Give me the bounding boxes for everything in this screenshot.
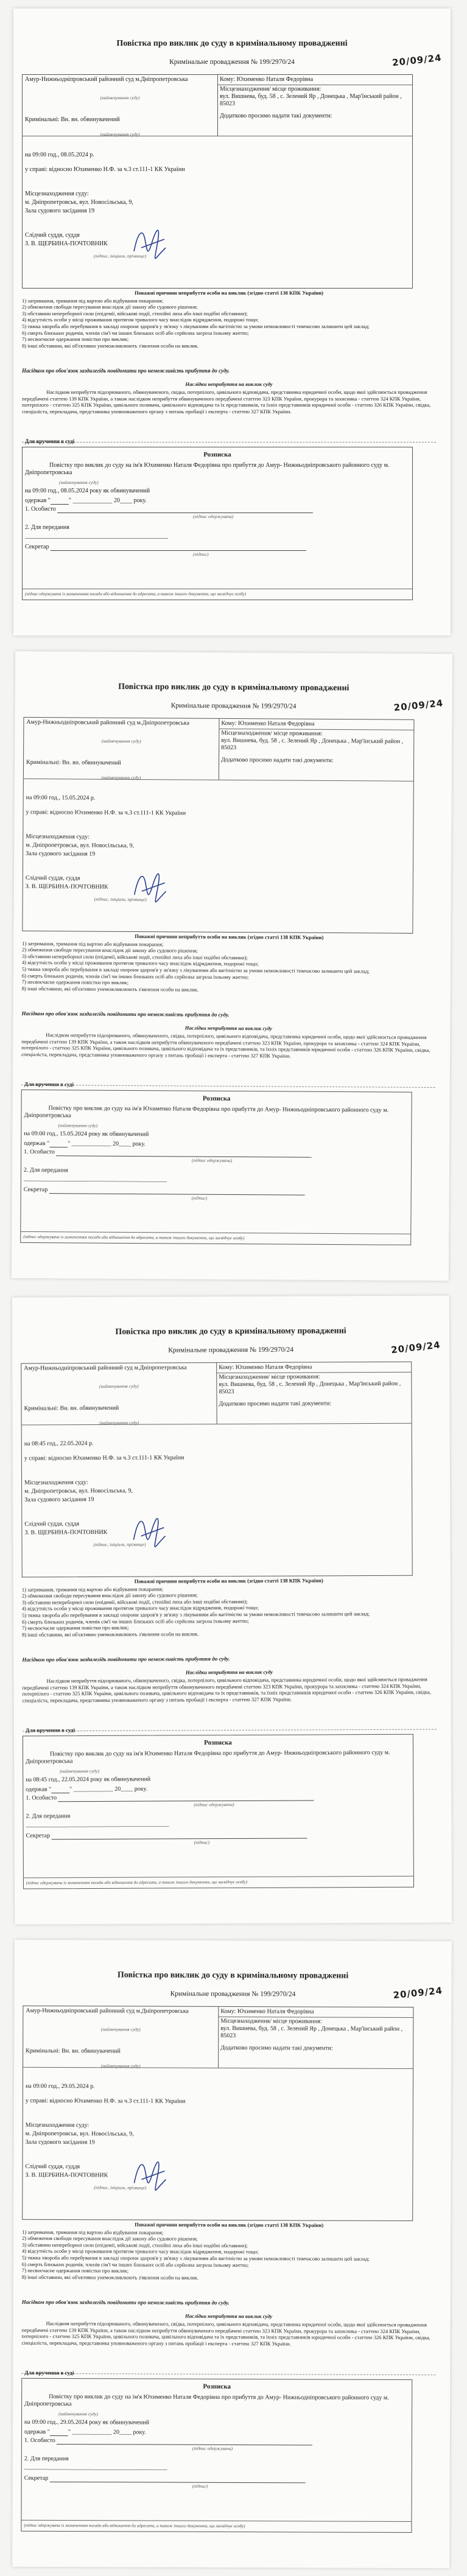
reason-item: 6) смерть близьких родичів, членів сім'ї чи інших близьких осіб або серйозна загроза їхньому життю; — [21, 2261, 249, 2268]
reason-item: 5) тяжка хвороба або перебування в закладі охорони здоров'я у зв'язку з лікуванням або вагітністю за умови неможливості тимчасово залишити цей заклад; — [22, 323, 370, 329]
summons-title: Повістка про виклик до суду в кримінальному провадженні — [117, 1970, 349, 1981]
reason-item: 6) смерть близьких родичів, членів сім'ї чи інших близьких осіб або серйозна загроза їхньому життю; — [22, 329, 249, 336]
reason-item: 1) затримання, тримання під вартою або відбування покарання; — [22, 940, 164, 947]
hearing-time: на 09:00 год., 08.05.2024 р. — [25, 152, 94, 158]
personally-line — [26, 1793, 314, 1802]
judge-name: З. В. ЩЕРБИНА-ПОЧТОВНИК — [25, 883, 108, 891]
secretary-blank — [49, 1187, 305, 1195]
received-year: " _____________ 20____ року. — [68, 2429, 146, 2436]
court-hint: (найменування суду) — [100, 95, 140, 100]
case-type-hint: (найменування суду) — [101, 774, 141, 781]
receipt-text: Повістку про виклик до суду на ім'я Юхименко Наталя Федорівна про прибуття до Амур- Нижньодніпровського районного суду м. Дніпропетровська — [26, 1749, 390, 1765]
receipt-hearing: на 09:00 год., 08.05.2024 року як обвинувачений — [25, 488, 150, 494]
relay-label: 2. Для передання — [23, 1166, 68, 1174]
summons-page — [13, 9, 451, 635]
scan-sheet — [0, 1932, 467, 2576]
personally-label: 1. Особисто — [26, 1794, 57, 1802]
received-label: одержав " — [24, 1139, 50, 1147]
court-room: Зала судового засідання 19 — [25, 2138, 95, 2146]
recipient-label: Кому: — [220, 2007, 236, 2015]
recipient-name — [221, 720, 410, 729]
summons-page — [12, 651, 452, 1281]
case-number: Кримінальне провадження № 199/2970/24 — [170, 702, 297, 710]
court-location-address: м. Дніпропетровськ, вул. Новосільська, 9, — [26, 841, 135, 850]
liability-text: Наслідком неприбуття підозрюваного, обвинуваченого, свідка, потерпілого, цивільного відповідача, представника юридичної особи, щодо якої здійснюється провадження передбачені статтею 139 КПК України, а також наслідком неприбуття обвинуваченого передбачені статтею 323 КПК України, прокурора та захисника - статтею 324 КПК України, потерпілого - статтею 325 КПК України, цивільного позивача, цивільного відповідача та їх представників, та їхніх представників юридичної особи - статтею 326 КПК України, свідка, спеціаліста, перекладача, представника уповноваженого органу з питань пробації і експерта - статтею 327 КПК України. — [21, 2320, 430, 2347]
receipt — [20, 1080, 412, 1245]
receipt-footer: (підпис одержувача із зазначенням посади або відношення до адресата, а також іншого документа, що засвідчує особу) — [21, 2520, 411, 2532]
receipt-text: Повістку про виклик до суду на ім'я Юхименко Наталя Федорівна про прибуття до Амур- Нижньодніпровського районного суду м. Дніпропетровська — [24, 1105, 389, 1119]
liability-heading: Наслідки неприбуття на виклик суду — [185, 381, 273, 387]
reason-item: 8) інші обставини, які об'єктивно унеможливлюють з'явлення особи на виклик. — [22, 1630, 199, 1638]
secretary-label: Секретар — [25, 544, 49, 550]
tear-off-line — [21, 2373, 435, 2375]
reason-item: 4) відсутність особи у місці проживання протягом тривалого часу внаслідок відрядження, подорожі тощо; — [22, 317, 259, 323]
summons-page — [12, 1295, 452, 1924]
secretary-blank — [51, 544, 306, 551]
summons-form — [22, 2006, 413, 2221]
deliver-title: Для вручення в суді — [24, 1080, 74, 1088]
recipient-name — [220, 76, 409, 83]
summons-title: Повістка про виклик до суду в кримінальному провадженні — [115, 1326, 346, 1337]
court-name: Амур-Нижньодніпровський районний суд м.Дніпропетровська — [25, 76, 188, 83]
day-blank — [50, 2429, 68, 2436]
received-date — [24, 2429, 146, 2437]
reason-item: 8) інші обставини, які об'єктивно унеможливлюють з'явлення особи на виклик. — [22, 342, 199, 349]
court-location-title: Місцезнаходження суду: — [25, 191, 89, 197]
court-hint: (найменування суду) — [101, 738, 141, 744]
recipient-value: Юхименко Наталя Федорівна — [235, 1363, 312, 1371]
case-number: Кримінальне провадження № 199/2970/24 — [170, 1990, 296, 1998]
case-subject: у справі: відносно Юхименко Н.Ф. за ч.3 ст.111-1 КК України — [25, 2097, 186, 2105]
deliver-title: Для вручення в суді — [24, 2369, 74, 2376]
received-year: " _____________ 20____ року. — [68, 497, 147, 504]
recipient-address-value: вул. Вишнева, буд. 58 , с. Зелений Яр , Донецька , Мар'їнський район , 85023 — [220, 93, 402, 107]
reason-item: 6) смерть близьких родичів, членів сім'ї чи інших близьких осіб або серйозна загроза їхньому життю; — [22, 1617, 249, 1625]
liability-heading: Наслідки неприбуття на виклик суду — [185, 1668, 273, 1676]
judge-name: З. В. ЩЕРБИНА-ПОЧТОВНИК — [25, 2171, 108, 2179]
court-room: Зала судового засідання 19 — [25, 208, 95, 214]
reason-item: 3) обставини непереборної сили (епідемії, військові події, стихійні лиха або інші подібні обставини); — [22, 953, 248, 961]
relay-line: _______________________________________________ — [23, 1175, 167, 1183]
day-blank — [51, 1787, 69, 1793]
summons-form — [21, 1362, 413, 1578]
case-number: Кримінальне провадження № 199/2970/24 — [168, 1346, 294, 1354]
judge-name: З. В. ЩЕРБИНА-ПОЧТОВНИК — [24, 1528, 108, 1536]
hearing-time: на 09:00 год., 29.05.2024 р. — [25, 2082, 95, 2090]
recipient-address-title: Місцезнаходження/ місце проживання: — [220, 86, 321, 93]
reason-item: 2) обмеження свободи пересування внаслідок дії закону або судового рішення; — [22, 947, 198, 954]
scan-sheet — [0, 644, 467, 1288]
recipient-address-title: Місцезнаходження/ місце проживання: — [220, 2017, 322, 2025]
liability-section — [21, 2312, 435, 2348]
secretary-blank — [52, 1832, 307, 1839]
personally-sign-hint: (підпис одержувача) — [194, 1801, 234, 1808]
documents-label: Додатково просимо надати такі документи: — [219, 1400, 332, 1408]
deliver-title: Для вручення в суді — [25, 1727, 75, 1734]
court-location-title: Місцезнаходження суду: — [26, 833, 90, 841]
court-location-title: Місцезнаходження суду: — [25, 2121, 90, 2129]
liability-text: Наслідком неприбуття підозрюваного, обвинуваченого, свідка, потерпілого, цивільного відповідача, представника юридичної особи, щодо якої здійснюється провадження передбачені статтею 139 КПК України, а також наслідком неприбуття обвинуваченого передбачені статтею 323 КПК України, прокурора та захисника - статтею 324 КПК України, потерпілого - статтею 325 КПК України, цивільного позивача, цивільного відповідача та їх представників, та їхніх представників юридичної особи - статтею 326 КПК України, свідка, спеціаліста, перекладача, представника уповноваженого органу з питань пробації і експерта - статтею 327 КПК України. — [22, 1676, 431, 1704]
reason-item: 1) затримання, тримання під вартою або відбування покарання; — [21, 1586, 164, 1593]
reason-item: 5) тяжка хвороба або перебування в закладі охорони здоров'я у зв'язку з лікуванням або вагітністю за умови неможливості тимчасово залишити цей заклад; — [21, 2254, 370, 2262]
reason-item: 1) затримання, тримання під вартою або відбування покарання; — [22, 297, 164, 304]
recipient-address-title: Місцезнаходження/ місце проживання: — [219, 1373, 320, 1381]
case-type: Кримінальні: Вн. вн. обвинувачений — [26, 2047, 121, 2055]
absence-reasons — [22, 1577, 436, 1638]
reason-item: 3) обставини непереборної сили (епідемії, військові події, стихійні лиха або інші подібні обставини); — [22, 2241, 248, 2249]
case-type: Кримінальні: Вн. вн. обвинувачений — [25, 116, 120, 123]
personally-label: 1. Особисто — [24, 1148, 55, 1156]
judge-title: Слідчий суддя, суддя — [25, 232, 80, 239]
secretary-line — [25, 544, 306, 551]
personally-blank — [56, 1149, 312, 1158]
case-type-hint: (найменування суду) — [99, 1419, 139, 1426]
absence-reasons-heading: Поважні причини неприбуття особи на виклик (згідно статті 138 КПК України) — [134, 1577, 323, 1584]
court-location-title: Місцезнаходження суду: — [24, 1479, 88, 1486]
reason-item: 3) обставини непереборної сили (епідемії, військові події, стихійні лиха або інші подібні обставини); — [22, 310, 248, 317]
personally-sign-hint: (підпис одержувача) — [192, 2445, 233, 2452]
secretary-sign-hint: (підпис) — [191, 1195, 208, 1201]
court-name: Амур-Нижньодніпровський районний суд м.Дніпропетровська — [26, 2007, 189, 2015]
hearing-time: на 08:45 год., 22.05.2024 р. — [24, 1440, 94, 1447]
receipt-text: Повістку про виклик до суду на ім'я Юхименко Наталя Федорівна про прибуття до Амур- Нижньодніпровського районного суду м. Дніпропетровська — [25, 462, 390, 476]
case-type-hint: (найменування суду) — [100, 131, 140, 137]
relay-label: 2. Для передання — [26, 1813, 71, 1820]
receipt-title: Розписка — [203, 451, 231, 458]
scan-sheet — [0, 1288, 467, 1932]
personally-label: 1. Особисто — [25, 506, 56, 513]
tear-off-line — [23, 1729, 437, 1732]
column-divider — [218, 2007, 219, 2068]
reason-item: 7) несвоєчасне одержання повістки про виклик; — [21, 979, 129, 986]
summons-title: Повістка про виклик до суду в кримінальному провадженні — [116, 39, 348, 48]
case-type: Кримінальні: Вн. вн. обвинувачений — [26, 758, 121, 766]
reason-item: 1) затримання, тримання під вартою або відбування покарання; — [22, 2228, 164, 2236]
liability-section — [21, 1024, 435, 1060]
relay-label: 2. Для передання — [25, 524, 69, 531]
judge-title: Слідчий суддя, суддя — [25, 2163, 80, 2171]
liability-section — [22, 1668, 436, 1704]
receipt — [21, 2369, 412, 2533]
recipient-name — [220, 2008, 409, 2016]
court-hint: (найменування суду) — [99, 1383, 139, 1389]
receipt-court-hint: (найменування суду) — [58, 1122, 98, 1129]
reason-item: 2) обмеження свободи пересування внаслідок дії закону або судового рішення; — [21, 1592, 198, 1599]
reason-item: 5) тяжка хвороба або перебування в закладі охорони здоров'я у зв'язку з лікуванням або вагітністю за умови неможливості тимчасово залишити цей заклад; — [21, 965, 370, 975]
notice-warning: Насідком про обов'язок заздалегідь повідомити про неможливість прибуття до суду. — [22, 1656, 230, 1663]
receipt-title: Розписка — [203, 2382, 231, 2390]
received-year: " _____________ 20____ року. — [68, 1140, 146, 1148]
receipt-footer: (підпис одержувача із зазначенням посади або відношення до адресата, а також іншого документа, що засвідчує особу) — [21, 1231, 410, 1244]
receipt-text: Повістку про виклик до суду на ім'я Юхименко Наталя Федорівна про прибуття до Амур- Нижньодніпровського районного суду м. Дніпропетровська — [24, 2393, 389, 2408]
court-name: Амур-Нижньодніпровський районний суд м.Дніпропетровська — [26, 718, 189, 727]
judge-hint: (підпис, ініціали, прізвище) — [94, 896, 147, 903]
absence-reasons — [22, 290, 436, 349]
day-blank — [49, 1141, 68, 1147]
court-room: Зала судового засідання 19 — [24, 1496, 94, 1503]
receipt — [23, 1727, 414, 1889]
court-location-address: м. Дніпропетровськ, вул. Новосільська, 9, — [25, 2130, 134, 2138]
liability-heading: Наслідки неприбуття на виклик суду — [185, 2312, 273, 2320]
received-label: одержав " — [24, 2428, 50, 2435]
summons-form — [22, 717, 414, 934]
hearing-time: на 09:00 год., 15.05.2024 р. — [26, 794, 96, 802]
personally-line — [24, 1149, 312, 1158]
recipient-address-value: вул. Вишнева, буд. 58 , с. Зелений Яр , Донецька , Мар'їнський район , 85023 — [221, 737, 404, 752]
column-divider — [216, 1363, 217, 1424]
absence-reasons-heading: Поважні причини неприбуття особи на виклик (згідно статті 138 КПК України) — [135, 933, 324, 940]
liability-text: Наслідком неприбуття підозрюваного, обвинуваченого, свідка, потерпілого, цивільного відповідача, представника юридичної особи, щодо якої здійснюється провадження передбачені статтею 139 КПК України, а також наслідком неприбуття обвинуваченого передбачені статтею 323 КПК України, прокурора та захисника - статтею 324 КПК України, потерпілого - статтею 325 КПК України, цивільного позивача, цивільного відповідача та їх представників, та їхніх представників юридичної особи - статтею 326 КПК України, свідка, спеціаліста, перекладача, представника уповноваженого органу з питань пробації і експерта - статтею 327 КПК України. — [21, 1031, 430, 1059]
case-subject: у справі: відносно Юхименко Н.Ф. за ч.3 ст.111-1 КК України — [24, 1454, 184, 1462]
secretary-sign-hint: (підпис) — [194, 1839, 210, 1846]
recipient-address — [219, 1373, 407, 1396]
court-name: Амур-Нижньодніпровський районний суд м.Дніпропетровська — [24, 1364, 187, 1372]
receipt-title: Розписка — [202, 1094, 231, 1102]
court-location-address: м. Дніпропетровськ, вул. Новосільська, 9, — [25, 199, 133, 206]
receipt-court-hint: (найменування суду) — [60, 1768, 99, 1774]
documents-label: Додатково просимо надати такі документи: — [221, 756, 334, 765]
recipient-address-title: Місцезнаходження/ місце проживання: — [221, 729, 323, 737]
receipt-footer: (підпис одержувача із зазначенням посади або відношення до адресата, а також іншого документа, що засвідчує особу) — [23, 589, 412, 599]
received-date — [25, 497, 147, 505]
secretary-line — [24, 2475, 306, 2483]
receipt-title: Розписка — [204, 1739, 232, 1747]
recipient-address — [221, 730, 410, 753]
recipient-address — [220, 86, 409, 108]
reason-item: 7) несвоєчасне одержання повістки про виклик; — [22, 336, 129, 343]
absence-reasons — [22, 2221, 436, 2282]
judge-hint: (підпис, ініціали, прізвище) — [94, 2185, 147, 2191]
deliver-title: Для вручення в суді — [25, 438, 75, 444]
reason-item: 4) відсутність особи у місці проживання протягом тривалого часу внаслідок відрядження, подорожі тощо; — [21, 1605, 259, 1612]
documents-label: Додатково просимо надати такі документи: — [220, 2044, 333, 2052]
recipient-address-value: вул. Вишнева, буд. 58 , с. Зелений Яр , Донецька , Мар'їнський район , 85023 — [220, 2025, 403, 2040]
received-date — [26, 1786, 147, 1794]
notice-warning: Насідком про обов'язок заздалегідь повідомити про неможливість прибуття до суду. — [21, 1010, 230, 1018]
recipient-value: Юхименко Наталя Федорівна — [236, 76, 314, 83]
signature-icon — [129, 221, 172, 264]
recipient-label: Кому: — [219, 1363, 234, 1371]
secretary-line — [26, 1831, 307, 1839]
received-label: одержав " — [25, 497, 51, 504]
judge-title: Слідчий суддя, суддя — [24, 1521, 80, 1528]
tear-off-line — [21, 1085, 435, 1088]
liability-text: Наслідком неприбуття підозрюваного, обвинуваченого, свідка, потерпілого, цивільного відповідача, представника юридичної особи, щодо якої здійснюється провадження передбачені статтею 139 КПК України, а також наслідком неприбуття обвинуваченого передбачені статтею 323 КПК України, прокурора та захисника - статтею 324 КПК України, потерпілого - статтею 325 КПК України, цивільного позивача, цивільного відповідача та їх представників, та їхніх представників юридичної особи - статтею 326 КПК України, свідка, спеціаліста, перекладача, представника уповноваженого органу з питань пробації і експерта - статтею 327 КПК України. — [22, 388, 431, 415]
personally-sign-hint: (підпис одержувача) — [193, 514, 234, 519]
reason-item: 6) смерть близьких родичів, членів сім'ї чи інших близьких осіб або серйозна загроза їхньому життю; — [21, 972, 249, 980]
personally-blank — [57, 2438, 312, 2445]
column-divider — [217, 75, 218, 136]
judge-title: Слідчий суддя, суддя — [25, 874, 80, 882]
court-room: Зала судового засідання 19 — [26, 850, 96, 858]
summons-page — [12, 1940, 452, 2569]
personally-sign-hint: (підпис одержувача) — [192, 1157, 233, 1164]
recipient-label: Кому: — [220, 76, 235, 83]
case-subject: у справі: відносно Юхименко Н.Ф. за ч.3 ст.111-1 КК України — [26, 808, 186, 817]
scan-sheet — [0, 0, 467, 644]
reason-item: 8) інші обставини, які об'єктивно унеможливлюють з'явлення особи на виклик. — [21, 2273, 199, 2281]
judge-hint: (підпис, ініціали, прізвище) — [93, 253, 147, 259]
received-label: одержав " — [26, 1786, 52, 1793]
relay-line: _______________________________________________ — [24, 2463, 167, 2471]
signature-icon — [130, 864, 172, 907]
tear-off-line — [22, 442, 436, 443]
secretary-label: Секретар — [24, 2474, 49, 2482]
day-blank — [51, 498, 69, 505]
receipt-hearing: на 09:00 год., 29.05.2024 року як обвинувачений — [24, 2418, 150, 2426]
recipient-label: Кому: — [221, 719, 237, 727]
personally-label: 1. Особисто — [24, 2437, 55, 2444]
secretary-blank — [50, 2476, 306, 2483]
court-hint: (найменування суду) — [100, 2026, 141, 2032]
personally-line — [24, 2437, 312, 2446]
case-type-hint: (найменування суду) — [100, 2063, 141, 2069]
personally-blank — [58, 1794, 314, 1802]
personally-line — [25, 506, 313, 513]
documents-label: Додатково просимо надати такі документи: — [220, 113, 332, 119]
receipt — [22, 438, 413, 600]
summons-title: Повістка про виклик до суду в кримінальному провадженні — [118, 682, 349, 693]
reason-item: 5) тяжка хвороба або перебування в закладі охорони здоров'я у зв'язку з лікуванням або вагітністю за умови неможливості тимчасово залишити цей заклад; — [22, 1610, 370, 1619]
judge-name: З. В. ЩЕРБИНА-ПОЧТОВНИК — [25, 240, 108, 247]
liability-heading: Наслідки неприбуття на виклик суду — [184, 1024, 272, 1032]
reason-item: 4) відсутність особи у місці проживання протягом тривалого часу внаслідок відрядження, подорожі тощо; — [21, 2248, 259, 2255]
receipt-hearing: на 09:00 год., 15.05.2024 року як обвинувачений — [24, 1130, 149, 1138]
secretary-label: Секретар — [23, 1186, 48, 1194]
handwritten-date: 20/09/24 — [393, 1984, 444, 2001]
case-subject: у справі: відносно Юхименко Н.Ф. за ч.3 ст.111-1 КК України — [25, 166, 185, 173]
handwritten-date: 20/09/24 — [392, 52, 443, 69]
reason-item: 4) відсутність особи у місці проживання протягом тривалого часу внаслідок відрядження, подорожі тощо; — [21, 959, 259, 967]
judge-hint: (підпис, ініціали, прізвище) — [93, 1541, 146, 1547]
case-number: Кримінальне провадження № 199/2970/24 — [169, 58, 295, 66]
secretary-sign-hint: (підпис) — [193, 551, 209, 557]
receipt-footer: (підпис одержувача із зазначенням посади або відношення до адресата, а також іншого документа, що засвідчує особу) — [24, 1876, 413, 1888]
receipt-court-hint: (найменування суду) — [58, 2411, 98, 2417]
reason-item: 2) обмеження свободи пересування внаслідок дії закону або судового рішення; — [22, 2235, 198, 2242]
court-location-address: м. Дніпропетровськ, вул. Новосільська, 9, — [24, 1487, 133, 1495]
signature-icon — [128, 1509, 171, 1552]
reason-item: 3) обставини непереборної сили (епідемії, військові події, стихійні лиха або інші подібні обставини); — [21, 1598, 248, 1606]
secretary-sign-hint: (підпис) — [192, 2483, 208, 2489]
handwritten-date: 20/09/24 — [390, 1339, 441, 1356]
relay-label: 2. Для передання — [24, 2455, 69, 2463]
notice-warning: Насідком про обов'язок заздалегідь повідомити про неможливість прибуття до суду. — [21, 2298, 230, 2306]
reason-item: 8) інші обставини, які об'єктивно унеможливлюють з'явлення особи на виклик. — [21, 985, 199, 993]
received-year: " _____________ 20____ року. — [69, 1785, 148, 1793]
recipient-value: Юхименко Наталя Федорівна — [237, 2008, 314, 2015]
signature-icon — [129, 2152, 172, 2195]
absence-reasons — [22, 933, 437, 994]
reason-item: 2) обмеження свободи пересування внаслідок дії закону або судового рішення; — [22, 304, 198, 310]
received-date — [24, 1140, 146, 1148]
notice-warning: Насідком про обов'язок заздалегідь повідомити про неможливість прибуття до суду. — [22, 368, 230, 374]
recipient-name — [219, 1363, 407, 1371]
absence-reasons-heading: Поважні причини неприбуття особи на виклик (згідно статті 138 КПК України) — [134, 290, 324, 296]
secretary-line — [24, 1186, 305, 1195]
secretary-label: Секретар — [26, 1832, 51, 1839]
reason-item: 7) несвоєчасне одержання повістки про виклик; — [22, 1624, 129, 1631]
absence-reasons-heading: Поважні причини неприбуття особи на виклик (згідно статті 138 КПК України) — [135, 2221, 324, 2228]
summons-form — [22, 74, 413, 289]
handwritten-date: 20/09/24 — [393, 697, 444, 713]
receipt-hearing: на 08:45 год., 22.05.2024 року як обвинувачений — [26, 1776, 151, 1783]
liability-section — [22, 381, 436, 415]
relay-line: _______________________________________________ — [25, 533, 168, 539]
recipient-address-value: вул. Вишнева, буд. 58 , с. Зелений Яр , Донецька , Мар'їнський район , 85023 — [219, 1380, 401, 1396]
case-type: Кримінальні: Вн. вн. обвинувачений — [24, 1404, 119, 1412]
relay-line: _______________________________________________ — [26, 1821, 169, 1829]
reason-item: 7) несвоєчасне одержання повістки про виклик; — [21, 2267, 129, 2274]
receipt-court-hint: (найменування суду) — [59, 480, 99, 485]
personally-blank — [57, 506, 313, 513]
recipient-address — [220, 2018, 409, 2040]
recipient-value: Юхименко Наталя Федорівна — [237, 720, 315, 727]
